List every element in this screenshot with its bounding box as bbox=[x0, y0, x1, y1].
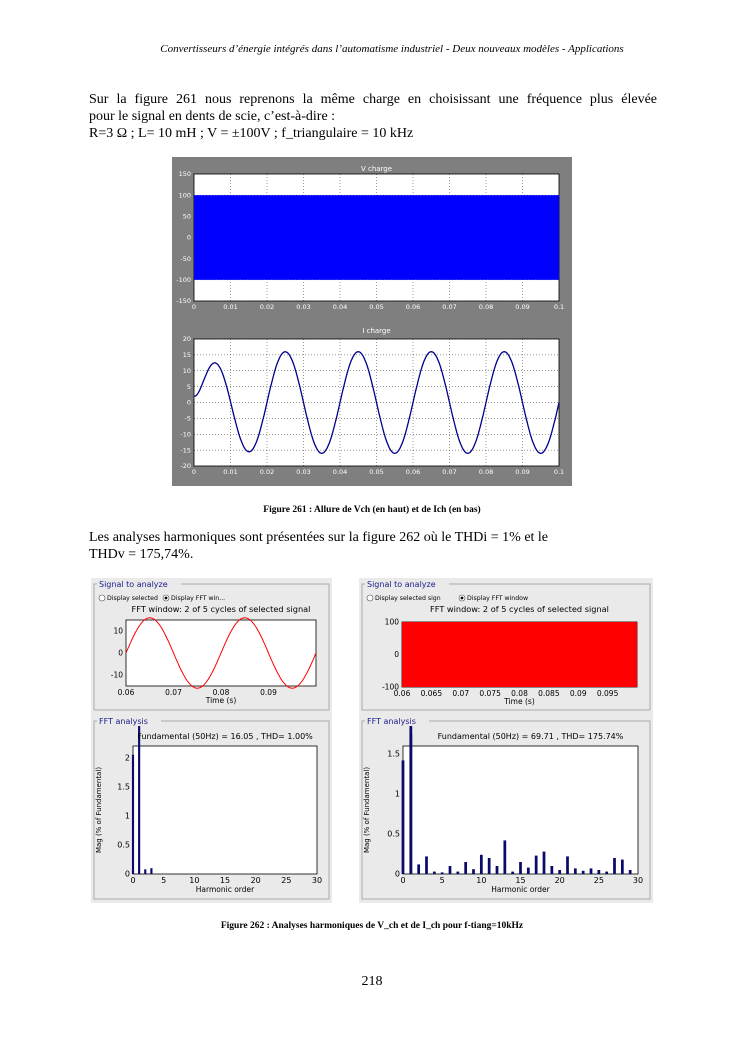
left-harmonic-label: Harmonic order bbox=[195, 885, 255, 894]
right-fft-bar bbox=[597, 870, 600, 874]
right-fft-bar bbox=[488, 858, 491, 874]
vcharge-xtick-label: 0.06 bbox=[405, 303, 421, 311]
figure-262-left-svg bbox=[91, 578, 332, 903]
left-signal-ytick-label: 0 bbox=[118, 648, 123, 658]
left-fft-xtick-label: 25 bbox=[281, 876, 292, 885]
right-signal-ytick-label: -100 bbox=[381, 682, 399, 692]
left-signal-ytick-label: 10 bbox=[113, 626, 123, 636]
right-fft-xtick-label: 0 bbox=[400, 876, 406, 885]
icharge-xtick-label: 0.05 bbox=[369, 468, 384, 476]
right-radio-fft-dot bbox=[461, 597, 464, 600]
right-signal-xtick-label: 0.07 bbox=[452, 689, 470, 698]
right-fft-bar bbox=[574, 868, 577, 874]
right-signal-xtick-label: 0.065 bbox=[420, 689, 443, 698]
left-fft-xtick-label: 15 bbox=[219, 876, 231, 885]
left-radio-selected bbox=[99, 595, 105, 601]
right-signal-xtick-label: 0.085 bbox=[538, 689, 560, 698]
icharge-xtick-label: 0.09 bbox=[515, 468, 530, 476]
right-fft-bar bbox=[582, 871, 585, 874]
left-fft-ytick-label: 0.5 bbox=[117, 840, 130, 850]
icharge-ytick-label: -15 bbox=[180, 446, 191, 455]
right-fft-xtick-label: 15 bbox=[515, 876, 526, 885]
right-signal-band bbox=[402, 622, 637, 687]
right-fft-bar bbox=[456, 872, 459, 874]
right-signal-xtick-label: 0.08 bbox=[511, 689, 528, 698]
left-radio-fft-dot bbox=[165, 597, 168, 600]
vcharge-ytick-label: 0 bbox=[186, 233, 191, 242]
vcharge-plot bbox=[176, 165, 564, 311]
vcharge-xtick-label: 0.09 bbox=[515, 303, 530, 311]
icharge-ytick-label: 20 bbox=[182, 335, 191, 344]
right-fft-bar bbox=[433, 872, 436, 874]
right-fft-bar bbox=[590, 868, 593, 874]
figure-261 bbox=[172, 157, 572, 486]
right-fft-bar bbox=[605, 872, 608, 874]
left-mag-label: Mag (% of Fundamental) bbox=[95, 766, 103, 854]
left-fft-bar bbox=[150, 868, 152, 874]
right-fft-bar bbox=[402, 760, 405, 874]
page-number: 218 bbox=[361, 974, 383, 989]
right-fft-bar bbox=[550, 866, 553, 874]
right-signal-xtick-label: 0.09 bbox=[569, 689, 587, 698]
vcharge-xtick-label: 0.01 bbox=[223, 303, 238, 311]
icharge-xtick-label: 0.07 bbox=[442, 468, 457, 476]
right-fft-bar bbox=[558, 870, 561, 874]
right-fft-bar bbox=[527, 868, 530, 874]
icharge-xtick-label: 0.02 bbox=[259, 468, 275, 476]
left-fft-axes-frame bbox=[133, 746, 317, 874]
figure-262-right-svg bbox=[359, 578, 653, 903]
right-fft-xtick-label: 10 bbox=[476, 876, 487, 885]
icharge-plot bbox=[180, 327, 564, 476]
icharge-xtick-label: 0.03 bbox=[296, 468, 311, 476]
figure-261-caption: Figure 261 : Allure de Vch (en haut) et de Ich (en bas) bbox=[263, 505, 481, 515]
paragraph-1 bbox=[89, 91, 657, 142]
paragraph-1-line-2: pour le signal en dents de scie, c’est-à-dire : bbox=[89, 109, 336, 124]
right-mag-label: Mag (% of Fundamental) bbox=[363, 766, 371, 854]
vcharge-xtick-label: 0.1 bbox=[553, 303, 565, 311]
right-fft-xtick-label: 5 bbox=[439, 876, 445, 885]
right-fft-ytick-label: 1.5 bbox=[387, 749, 400, 759]
vcharge-xtick-label: 0.03 bbox=[296, 303, 311, 311]
right-signal-xtick-label: 0.06 bbox=[393, 689, 411, 698]
left-fft-xtick-label: 5 bbox=[161, 876, 167, 885]
right-fft-bar bbox=[629, 870, 632, 874]
right-signal-legend: Signal to analyze bbox=[367, 580, 436, 589]
right-radio-selected bbox=[367, 595, 373, 601]
paragraph-1-line-1: Sur la figure 261 nous reprenons la même charge en choisissant une fréquence plus élevée bbox=[89, 92, 657, 107]
right-fft-bar bbox=[543, 852, 546, 874]
vcharge-band bbox=[194, 195, 559, 280]
icharge-ytick-label: 5 bbox=[186, 382, 191, 391]
icharge-xtick-label: 0.08 bbox=[478, 468, 494, 476]
right-fft-axes-frame bbox=[403, 746, 638, 874]
right-fft-bar bbox=[621, 860, 624, 874]
vcharge-xtick-label: 0.08 bbox=[478, 303, 494, 311]
paragraph-1-line-3: R=3 Ω ; L= 10 mH ; V = ±100V ; f_triangulaire = 10 kHz bbox=[89, 126, 414, 141]
right-fft-bar bbox=[464, 862, 467, 874]
left-fft-legend: FFT analysis bbox=[99, 717, 148, 726]
left-fft-xtick-label: 0 bbox=[130, 876, 136, 885]
vcharge-xtick-label: 0 bbox=[191, 303, 197, 311]
vcharge-ytick-label: -50 bbox=[180, 254, 191, 263]
vcharge-xtick-label: 0.07 bbox=[442, 303, 457, 311]
paragraph-2 bbox=[89, 529, 657, 563]
left-signal-xtick-label: 0.06 bbox=[117, 688, 135, 697]
right-fft-xtick-label: 30 bbox=[632, 876, 644, 885]
right-fft-bar bbox=[441, 872, 444, 874]
right-fft-xtick-label: 25 bbox=[593, 876, 604, 885]
right-fft-ytick-label: 1 bbox=[394, 789, 400, 799]
right-fft-xtick-label: 20 bbox=[554, 876, 565, 885]
vcharge-ytick-label: 150 bbox=[178, 170, 191, 179]
figure-262-caption: Figure 262 : Analyses harmoniques de V_ch et de I_ch pour f-tiang=10kHz bbox=[220, 921, 524, 931]
right-signal-ytick-label: 100 bbox=[384, 617, 399, 627]
right-fundamental-bar bbox=[409, 726, 412, 874]
left-fft-xtick-label: 30 bbox=[311, 876, 323, 885]
right-fft-bar bbox=[480, 855, 483, 874]
right-fft-ytick-label: 0 bbox=[394, 869, 400, 879]
figure-262-right-panel bbox=[359, 578, 653, 903]
right-fft-bar bbox=[535, 856, 538, 874]
right-fft-bar bbox=[496, 866, 499, 874]
icharge-xtick-label: 0.04 bbox=[332, 468, 348, 476]
right-fft-bar bbox=[566, 856, 569, 874]
icharge-ytick-label: 15 bbox=[182, 351, 191, 360]
left-fft-xtick-label: 20 bbox=[250, 876, 261, 885]
left-signal-legend: Signal to analyze bbox=[99, 580, 168, 589]
left-window-title: FFT window: 2 of 5 cycles of selected signal bbox=[131, 604, 311, 614]
vcharge-title: V charge bbox=[360, 165, 393, 173]
right-harmonic-label: Harmonic order bbox=[491, 885, 550, 894]
left-fundamental-bar bbox=[138, 726, 140, 874]
right-radio2-label: Display FFT window bbox=[467, 595, 529, 602]
left-radio2-label: Display FFT win... bbox=[171, 595, 226, 602]
left-fft-ytick-label: 0 bbox=[124, 869, 130, 879]
left-fft-xtick-label: 10 bbox=[189, 876, 200, 885]
left-fft-ytick-label: 2 bbox=[124, 753, 130, 763]
icharge-xtick-label: 0.06 bbox=[405, 468, 421, 476]
vcharge-ytick-label: -100 bbox=[176, 276, 191, 284]
figure-261-svg bbox=[172, 157, 572, 486]
left-signal-xtick-label: 0.09 bbox=[260, 688, 277, 697]
left-analysis bbox=[94, 579, 329, 899]
left-fft-title: Fundamental (50Hz) = 16.05 , THD= 1.00% bbox=[137, 732, 313, 741]
right-fft-legend: FFT analysis bbox=[367, 717, 416, 726]
vcharge-xtick-label: 0.05 bbox=[369, 303, 384, 311]
page-header: Convertisseurs d’énergie intégrés dans l’automatisme industriel - Deux nouveaux modèles - Applications bbox=[160, 43, 624, 55]
icharge-ytick-label: -20 bbox=[180, 462, 191, 471]
left-fft-ytick-label: 1 bbox=[124, 811, 130, 821]
right-fft-ytick-label: 0.5 bbox=[387, 829, 400, 839]
vcharge-xtick-label: 0.02 bbox=[259, 303, 275, 311]
icharge-xtick-label: 0 bbox=[191, 468, 197, 476]
figure-262-left-panel bbox=[91, 578, 332, 903]
icharge-title: I charge bbox=[362, 327, 391, 335]
left-fft-bar bbox=[132, 755, 134, 874]
vcharge-xtick-label: 0.04 bbox=[332, 303, 348, 311]
paragraph-2-line-2: THDv = 175,74%. bbox=[89, 547, 194, 562]
left-radio1-label: Display selected bbox=[107, 595, 158, 602]
icharge-xtick-label: 0.1 bbox=[553, 468, 565, 476]
right-radio1-label: Display selected sign bbox=[375, 595, 441, 602]
vcharge-ytick-label: 100 bbox=[178, 191, 191, 200]
right-fft-bar bbox=[503, 840, 506, 874]
left-fft-ytick-label: 1.5 bbox=[117, 782, 130, 792]
right-window-title: FFT window: 2 of 5 cycles of selected signal bbox=[430, 604, 609, 614]
left-signal-ytick-label: -10 bbox=[110, 670, 123, 680]
vcharge-ytick-label: -150 bbox=[176, 297, 191, 306]
right-fft-bar bbox=[511, 872, 514, 874]
left-time-label: Time (s) bbox=[205, 696, 237, 705]
vcharge-ytick-label: 50 bbox=[182, 212, 191, 221]
right-time-label: Time (s) bbox=[504, 697, 535, 706]
paragraph-2-line-1: Les analyses harmoniques sont présentées sur la figure 262 où le THDi = 1% et le bbox=[89, 530, 549, 545]
left-signal-xtick-label: 0.07 bbox=[165, 688, 182, 697]
right-signal-xtick-label: 0.095 bbox=[596, 689, 619, 698]
icharge-ytick-label: -10 bbox=[180, 430, 191, 439]
right-fft-bar bbox=[519, 862, 522, 874]
icharge-ytick-label: 10 bbox=[182, 366, 191, 375]
right-analysis bbox=[362, 579, 650, 899]
icharge-ytick-label: -5 bbox=[184, 414, 191, 423]
left-signal-xtick-label: 0.08 bbox=[212, 688, 230, 697]
right-fft-bar bbox=[472, 869, 475, 874]
right-signal-ytick-label: 0 bbox=[394, 650, 399, 659]
left-fft-bar bbox=[144, 869, 146, 874]
icharge-ytick-label: 0 bbox=[186, 398, 191, 407]
right-fft-bar bbox=[613, 858, 616, 874]
right-signal-xtick-label: 0.075 bbox=[479, 689, 501, 698]
right-fft-bar bbox=[417, 864, 420, 874]
right-fft-bar bbox=[449, 866, 452, 874]
right-fft-title: Fundamental (50Hz) = 69.71 , THD= 175.74% bbox=[437, 732, 624, 741]
right-fft-bar bbox=[425, 856, 428, 874]
icharge-xtick-label: 0.01 bbox=[223, 468, 238, 476]
